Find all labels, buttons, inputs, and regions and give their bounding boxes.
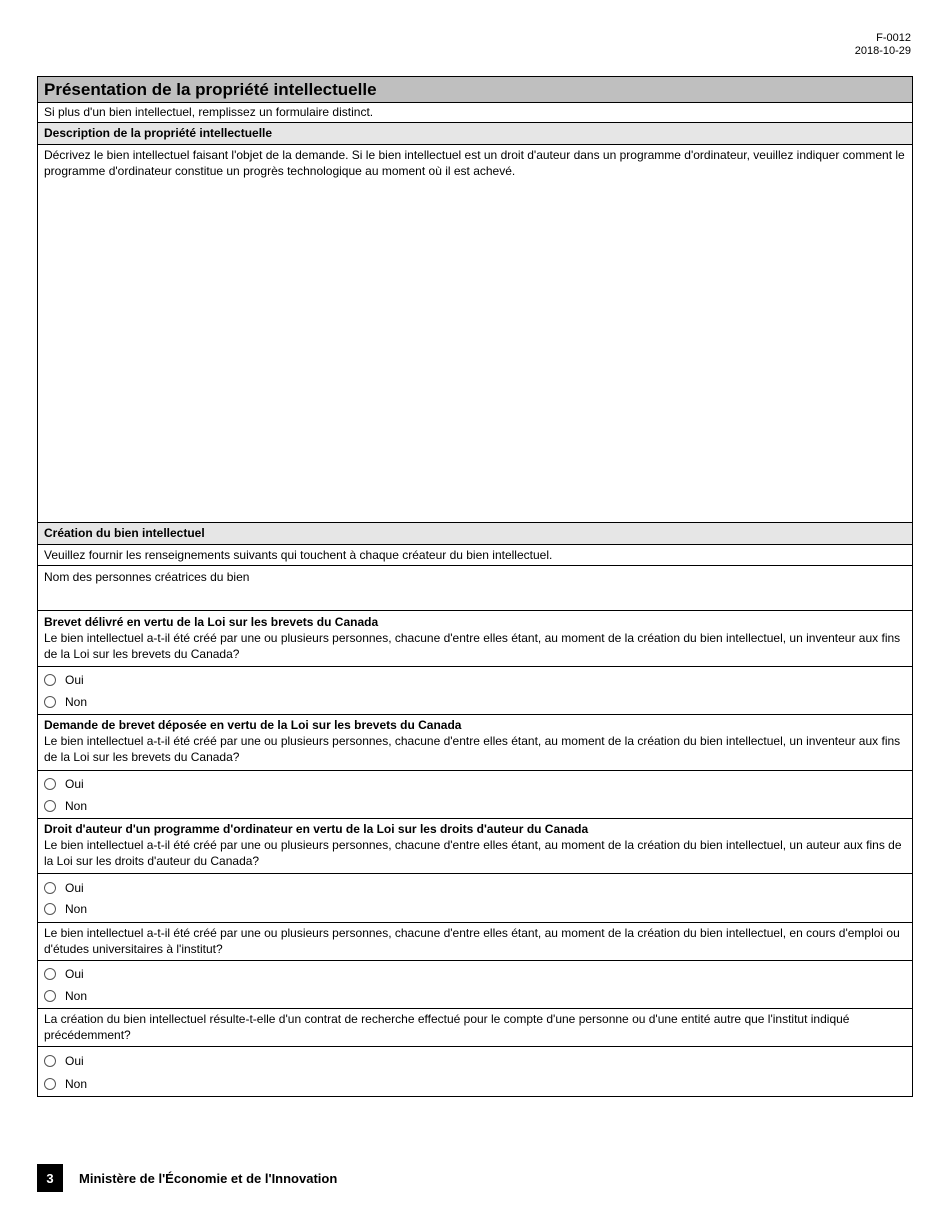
question-text: Le bien intellectuel a-t-il été créé par une ou plusieurs personnes, chacune d'entre elles étant, au moment de la création du bien intellectuel, en cours d'emploi ou d'études universitaires à l'institut? bbox=[44, 926, 900, 956]
radio-group-employment bbox=[37, 961, 913, 1009]
question-software-copyright bbox=[37, 819, 913, 874]
question-title: Demande de brevet déposée en vertu de la Loi sur les brevets du Canada bbox=[44, 718, 462, 732]
radio-option-oui[interactable] bbox=[44, 1049, 906, 1072]
radio-label: Oui bbox=[65, 673, 84, 687]
radio-button[interactable] bbox=[44, 882, 56, 894]
radio-option-non[interactable] bbox=[44, 985, 906, 1007]
ministry-name: Ministère de l'Économie et de l'Innovation bbox=[79, 1170, 338, 1186]
radio-group-software-copyright bbox=[37, 874, 913, 923]
radio-label: Oui bbox=[65, 880, 84, 895]
radio-label: Oui bbox=[65, 967, 84, 981]
radio-group-research-contract bbox=[37, 1047, 913, 1097]
question-patent-granted bbox=[37, 611, 913, 667]
question-text: Le bien intellectuel a-t-il été créé par une ou plusieurs personnes, chacune d'entre elles étant, au moment de la création du bien intellectuel, un auteur aux fins de la Loi sur les droits d'auteur du Canada? bbox=[44, 838, 902, 868]
radio-option-oui[interactable] bbox=[44, 773, 906, 795]
radio-label: Non bbox=[65, 799, 88, 813]
question-title: Brevet délivré en vertu de la Loi sur les brevets du Canada bbox=[44, 615, 379, 629]
radio-label: Non bbox=[65, 695, 88, 709]
radio-button[interactable] bbox=[44, 674, 56, 686]
section-title: Présentation de la propriété intellectuelle bbox=[37, 76, 913, 103]
creation-instructions: Veuillez fournir les renseignements suivants qui touchent à chaque créateur du bien intellectuel. bbox=[37, 545, 913, 566]
multiple-ip-note: Si plus d'un bien intellectuel, remplissez un formulaire distinct. bbox=[37, 103, 913, 123]
radio-option-non[interactable] bbox=[44, 1072, 906, 1095]
radio-option-non[interactable] bbox=[44, 898, 906, 919]
description-prompt: Décrivez le bien intellectuel faisant l'objet de la demande. Si le bien intellectuel est un droit d'auteur dans un programme d'ordinateur, veuillez indiquer comment le programme d'ordinateur constitue un progrès technologique au moment où il est achevé. bbox=[44, 148, 905, 178]
page-number: 3 bbox=[37, 1164, 63, 1192]
creators-field[interactable] bbox=[37, 566, 913, 611]
radio-button[interactable] bbox=[44, 1078, 56, 1090]
radio-button[interactable] bbox=[44, 903, 56, 915]
radio-button[interactable] bbox=[44, 800, 56, 812]
radio-button[interactable] bbox=[44, 968, 56, 980]
description-field[interactable] bbox=[37, 145, 913, 523]
question-research-contract bbox=[37, 1009, 913, 1047]
creators-label: Nom des personnes créatrices du bien bbox=[44, 570, 250, 584]
radio-option-oui[interactable] bbox=[44, 963, 906, 985]
radio-option-non[interactable] bbox=[44, 795, 906, 817]
form-date: 2018-10-29 bbox=[854, 45, 911, 57]
question-text: La création du bien intellectuel résulte-t-elle d'un contrat de recherche effectué pour le compte d'une personne ou d'une entité autre que l'institut indiqué précédemment? bbox=[44, 1012, 850, 1042]
creation-heading: Création du bien intellectuel bbox=[37, 523, 913, 545]
radio-button[interactable] bbox=[44, 990, 56, 1002]
page-footer bbox=[37, 1164, 337, 1192]
radio-label: Oui bbox=[65, 777, 84, 791]
question-text: Le bien intellectuel a-t-il été créé par une ou plusieurs personnes, chacune d'entre elles étant, au moment de la création du bien intellectuel, un inventeur aux fins de la Loi sur les brevets du Canada? bbox=[44, 631, 901, 661]
radio-label: Non bbox=[65, 1076, 88, 1091]
question-employment bbox=[37, 923, 913, 961]
form-code bbox=[855, 32, 911, 58]
radio-label: Non bbox=[65, 901, 88, 916]
radio-group-patent-granted bbox=[37, 667, 913, 715]
radio-label: Oui bbox=[65, 1053, 84, 1068]
question-text: Le bien intellectuel a-t-il été créé par une ou plusieurs personnes, chacune d'entre elles étant, au moment de la création du bien intellectuel, un inventeur aux fins de la Loi sur les brevets du Canada? bbox=[44, 734, 901, 764]
form-number: F-0012 bbox=[876, 32, 911, 44]
question-title: Droit d'auteur d'un programme d'ordinateur en vertu de la Loi sur les droits d'auteur du Canada bbox=[44, 822, 589, 836]
description-heading: Description de la propriété intellectuelle bbox=[37, 123, 913, 145]
radio-button[interactable] bbox=[44, 778, 56, 790]
radio-group-patent-application bbox=[37, 771, 913, 819]
ip-presentation-form bbox=[37, 76, 913, 1097]
question-patent-application bbox=[37, 715, 913, 771]
radio-option-non[interactable] bbox=[44, 691, 906, 713]
radio-button[interactable] bbox=[44, 696, 56, 708]
radio-option-oui[interactable] bbox=[44, 877, 906, 898]
radio-option-oui[interactable] bbox=[44, 669, 906, 691]
radio-button[interactable] bbox=[44, 1055, 56, 1067]
radio-label: Non bbox=[65, 989, 88, 1003]
